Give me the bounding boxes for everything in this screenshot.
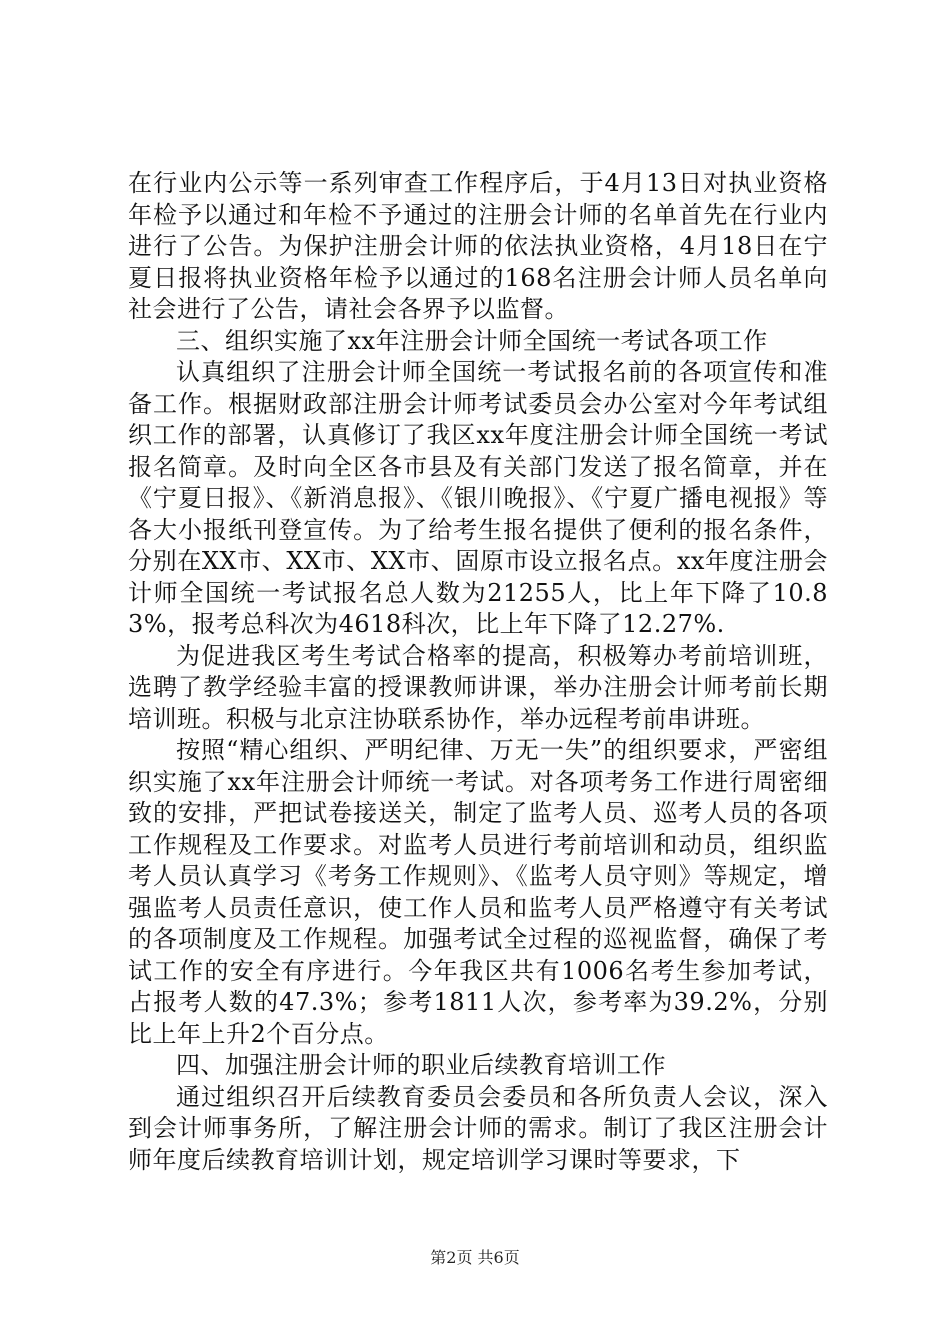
paragraph-continuing-education: 通过组织召开后续教育委员会委员和各所负责人会议，深入到会计师事务所，了解注册会计师的需求。制订了我区注册会计师年度后续教育培训计划，规定培训学习课时等要求，下 (128, 1082, 828, 1174)
section-heading-3: 三、组织实施了xx年注册会计师全国统一考试各项工作 (176, 326, 768, 355)
page-footer: 第2页 共6页 (430, 1248, 520, 1267)
section-heading-4: 四、加强注册会计师的职业后续教育培训工作 (176, 1051, 666, 1079)
paragraph-exam-registration: 认真组织了注册会计师全国统一考试报名前的各项宣传和准备工作。根据财政部注册会计师考试委员会办公室对今年考试组织工作的部署，认真修订了我区xx年度注册会计师全国统一考试报名简章。及时向全区各市县及有关部门发送了报名简章，并在《宁夏日报》、《新消息报》、《银川晚报》、《宁夏广播电视报》等各大小报纸刊登宣传。为了给考生报名提供了便利的报名条件，分别在XX市、XX市、XX市、固原市设立报名点。xx年度注册会计师全国统一考试报名总人数为21255人，比上年下降了10.83%，报考总科次为4618科次，比上年下降了12.27%. (128, 358, 828, 638)
paragraph-exam-organization: 按照“精心组织、严明纪律、万无一失”的组织要求，严密组织实施了xx年注册会计师统一考试。对各项考务工作进行周密细致的安排，严把试卷接送关，制定了监考人员、巡考人员的各项工作规程及工作要求。对监考人员进行考前培训和动员，组织监考人员认真学习《考务工作规则》、《监考人员守则》等规定，增强监考人员责任意识，使工作人员和监考人员严格遵守有关考试的各项制度及工作规程。加强考试全过程的巡视监督，确保了考试工作的安全有序进行。今年我区共有1006名考生参加考试，占报考人数的47.3%；参考1811人次，参考率为39.2%，分别比上年上升2个百分点。 (128, 736, 828, 1048)
document-body (128, 168, 828, 1176)
paragraph-exam-training: 为促进我区考生考试合格率的提高，积极筹办考前培训班，选聘了教学经验丰富的授课教师讲课，举办注册会计师考前长期培训班。积极与北京注协联系协作，举办远程考前串讲班。 (128, 641, 828, 733)
paragraph-continuation: 在行业内公示等一系列审查工作程序后，于4月13日对执业资格年检予以通过和年检不予通过的注册会计师的名单首先在行业内进行了公告。为保护注册会计师的依法执业资格，4月18日在宁夏日报将执业资格年检予以通过的168名注册会计师人员名单向社会进行了公告，请社会各界予以监督。 (128, 169, 828, 323)
